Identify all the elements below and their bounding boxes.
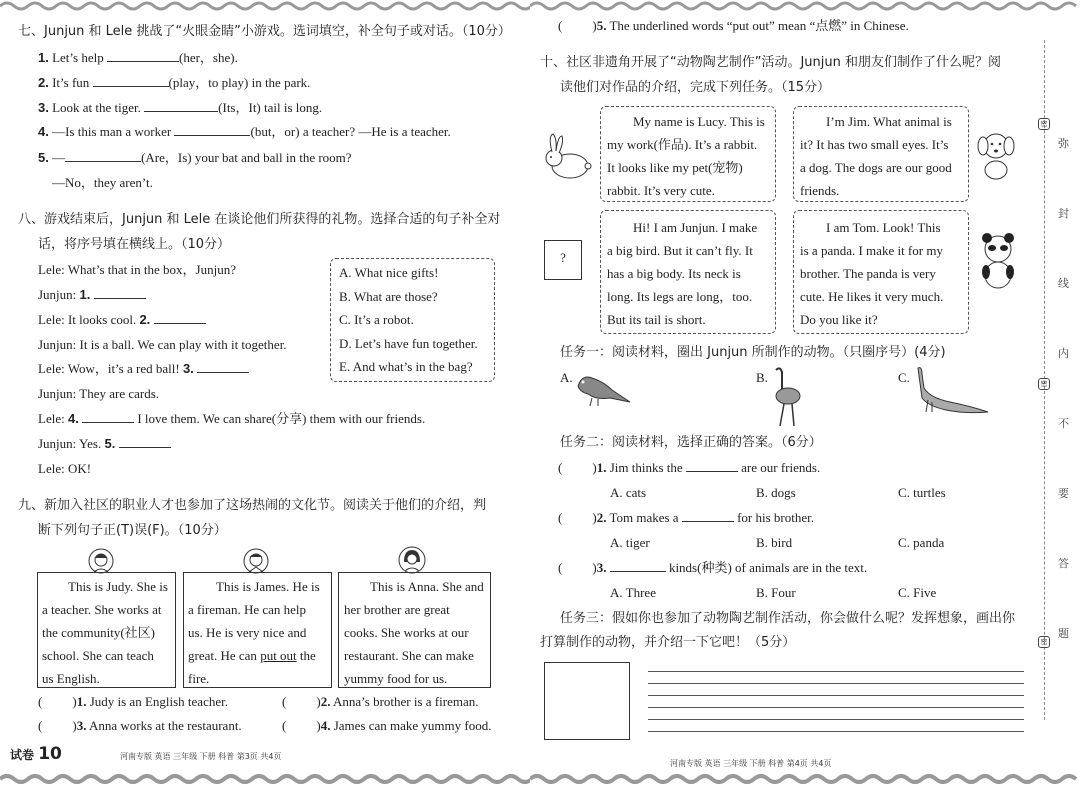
q7-blank-2[interactable] <box>93 73 169 87</box>
top-wave-border-right <box>530 0 1080 12</box>
q8-dialogue-2: Junjun: 1. <box>38 285 146 305</box>
task3-title-line1: 任务三：假如你也参加了动物陶艺制作活动，你会做什么呢？发挥想象，画出你 <box>560 611 1016 626</box>
tom-text: I am Tom. Look! This is a panda. I make it for my brother. The panda is very cute. He likes it very much. Do you like it? <box>800 220 944 327</box>
q8-dialogue-9: Lele: OK! <box>38 461 92 476</box>
q7-item-5: 5. — (Are，Is) your bat and ball in the room? <box>38 150 352 165</box>
ostrich-icon <box>768 364 804 428</box>
q7-item-4: 4. —Is this man a worker (but，or) a teacher? —He is a teacher. <box>38 124 451 139</box>
footer-label: 试卷 10 <box>10 744 62 764</box>
peacock-icon <box>910 364 990 414</box>
task2-2-option-b: B. bird <box>756 535 793 550</box>
james-text: This is James. He is a fireman. He can help us. He is very nice and great. He can put out the fire. <box>188 579 320 686</box>
underlined-put-out: put out <box>260 648 297 663</box>
task2-3-option-b: B. Four <box>756 585 796 600</box>
side-char-3: 线 <box>1058 277 1069 290</box>
q8-dialogue-4: Junjun: It is a ball. We can play with it together. <box>38 337 287 352</box>
task1-title: 任务一：阅读材料，圈出 Junjun 所制作的动物。（只圈序号）(4分) <box>560 345 946 360</box>
side-char-7: 答 <box>1058 557 1069 570</box>
q7-item-2: 2. It’s fun (play，to play) in the park. <box>38 75 311 90</box>
q10-title-line2: 读他们对作品的介绍，完成下列任务。（15分） <box>560 80 831 95</box>
q8-blank-5[interactable] <box>119 434 171 448</box>
q9-title-line1: 九、新加入社区的职业人才也参加了这场热闹的文化节。阅读关于他们的介绍，判 <box>18 498 487 513</box>
q8-option-b: B. What are those? <box>339 289 438 304</box>
footer-info-left: 河南专版 英语 三年级 下册 科普 第3页 共4页 <box>120 752 282 761</box>
task2-blank-2 <box>682 508 734 522</box>
side-char-2: 封 <box>1058 207 1069 220</box>
q9-statement-4: ( )4. James can make yummy food. <box>282 718 492 733</box>
task2-item-3: ( )3. kinds(种类) of animals are in the text. <box>558 560 868 575</box>
task1-option-a-label[interactable]: A. <box>560 370 573 385</box>
q7-item-1: 1. Let’s help (her，she). <box>38 50 238 65</box>
q8-option-a: A. What nice gifts! <box>339 265 439 280</box>
panda-icon <box>976 232 1020 292</box>
q8-dialogue-6: Junjun: They are cards. <box>38 386 160 401</box>
q8-blank-1[interactable] <box>94 285 146 299</box>
anna-portrait-icon <box>398 546 426 574</box>
writing-lines[interactable] <box>648 660 1024 732</box>
task2-1-option-c: C. turtles <box>898 485 946 500</box>
judy-portrait-icon <box>88 548 114 574</box>
parrot-icon <box>574 368 634 408</box>
task2-1-option-a: A. cats <box>610 485 647 500</box>
task1-option-c-label[interactable]: C. <box>898 370 910 385</box>
junjun-text: Hi! I am Junjun. I make a big bird. But it can’t fly. It has a big body. Its neck is long. Its legs are long，too. But its tail is short. <box>607 220 758 327</box>
q9-statement-5: ( )5. The underlined words “put out” mean “点燃” in Chinese. <box>558 18 909 33</box>
left-page <box>0 0 530 788</box>
side-char-1: 弥 <box>1058 137 1069 150</box>
side-char-5: 不 <box>1058 417 1069 430</box>
q8-dialogue-8: Junjun: Yes. 5. <box>38 434 171 454</box>
judy-text: This is Judy. She is a teacher. She works at the community(社区) school. She can teach us English. <box>42 579 168 686</box>
dog-icon <box>974 128 1020 182</box>
q9-statement-3: ( )3. Anna works at the restaurant. <box>38 718 242 733</box>
rabbit-icon <box>540 130 594 184</box>
task2-1-option-b: B. dogs <box>756 485 796 500</box>
q8-dialogue-7: Lele: 4. I love them. We can share(分享) them with our friends. <box>38 411 426 426</box>
q8-option-e: E. And what’s in the bag? <box>339 359 473 374</box>
q8-dialogue-5: Lele: Wow，it’s a red ball! 3. <box>38 359 249 379</box>
jim-text: I’m Jim. What animal is it? It has two small eyes. It’s a dog. The dogs are our good friends. <box>800 114 952 198</box>
q8-blank-2[interactable] <box>154 310 206 324</box>
seal-badge-bottom: 密 <box>1038 636 1050 648</box>
q7-answer-5: —No，they aren’t. <box>52 175 153 190</box>
seal-badge-middle: 密 <box>1038 378 1050 390</box>
james-portrait-icon <box>243 548 269 574</box>
q7-item-3: 3. Look at the tiger. (Its，It) tail is long. <box>38 100 323 115</box>
task2-blank-1 <box>686 458 738 472</box>
side-char-4: 内 <box>1058 347 1069 360</box>
drawing-box[interactable] <box>544 662 630 740</box>
question-mark: ? <box>560 250 566 265</box>
task2-3-option-a: A. Three <box>610 585 656 600</box>
q8-title-line1: 八、游戏结束后，Junjun 和 Lele 在谈论他们所获得的礼物。选择合适的句子补全对 <box>18 212 501 227</box>
q9-statement-1: ( )1. Judy is an English teacher. <box>38 694 228 709</box>
seal-badge-top: 密 <box>1038 118 1050 130</box>
q7-blank-3[interactable] <box>144 98 218 112</box>
q8-blank-3[interactable] <box>197 359 249 373</box>
q7-blank-5[interactable] <box>65 148 141 162</box>
bottom-wave-border <box>0 772 530 784</box>
task1-option-b-label[interactable]: B. <box>756 370 768 385</box>
q7-blank-1[interactable] <box>107 48 179 62</box>
q8-option-c: C. It’s a robot. <box>339 312 414 327</box>
q7-title: 七、Junjun 和 Lele 挑战了“火眼金睛”小游戏。选词填空，补全句子或对话。（10分） <box>18 24 511 39</box>
lucy-text: My name is Lucy. This is my work(作品). It’s a rabbit. It looks like my pet(宠物) rabbit. It’s very cute. <box>607 114 765 198</box>
task2-2-option-c: C. panda <box>898 535 945 550</box>
task2-item-2: ( )2. Tom makes a for his brother. <box>558 510 814 525</box>
q10-title-line1: 十、社区非遗角开展了“动物陶艺制作”活动。Junjun 和朋友们制作了什么呢？阅 <box>540 55 1002 70</box>
task2-item-1: ( )1. Jim thinks the are our friends. <box>558 460 821 475</box>
right-page <box>530 0 1080 788</box>
q8-title-line2: 话，将序号填在横线上。（10分） <box>38 237 231 252</box>
side-char-8: 题 <box>1058 627 1069 640</box>
q8-dialogue-3: Lele: It looks cool. 2. <box>38 310 206 330</box>
q7-blank-4[interactable] <box>174 122 250 136</box>
task3-title-line2: 打算制作的动物，并介绍一下它吧！（5分） <box>540 635 796 650</box>
q8-option-d: D. Let’s have fun together. <box>339 336 478 351</box>
q8-blank-4[interactable] <box>82 409 134 423</box>
top-wave-border <box>0 0 530 12</box>
q8-dialogue-1: Lele: What’s that in the box，Junjun? <box>38 262 236 277</box>
task2-blank-3 <box>610 558 666 572</box>
footer-info-right: 河南专版 英语 三年级 下册 科普 第4页 共4页 <box>670 759 832 768</box>
bottom-wave-border-right <box>530 772 1080 784</box>
q9-title-line2: 断下列句子正(T)误(F)。（10分） <box>38 523 227 538</box>
task2-title: 任务二：阅读材料，选择正确的答案。（6分） <box>560 435 822 450</box>
anna-text: This is Anna. She and her brother are great cooks. She works at our restaurant. She can make yummy food for us. <box>344 579 484 686</box>
task2-2-option-a: A. tiger <box>610 535 650 550</box>
side-char-6: 要 <box>1058 487 1069 500</box>
task2-3-option-c: C. Five <box>898 585 937 600</box>
q9-statement-2: ( )2. Anna’s brother is a fireman. <box>282 694 479 709</box>
